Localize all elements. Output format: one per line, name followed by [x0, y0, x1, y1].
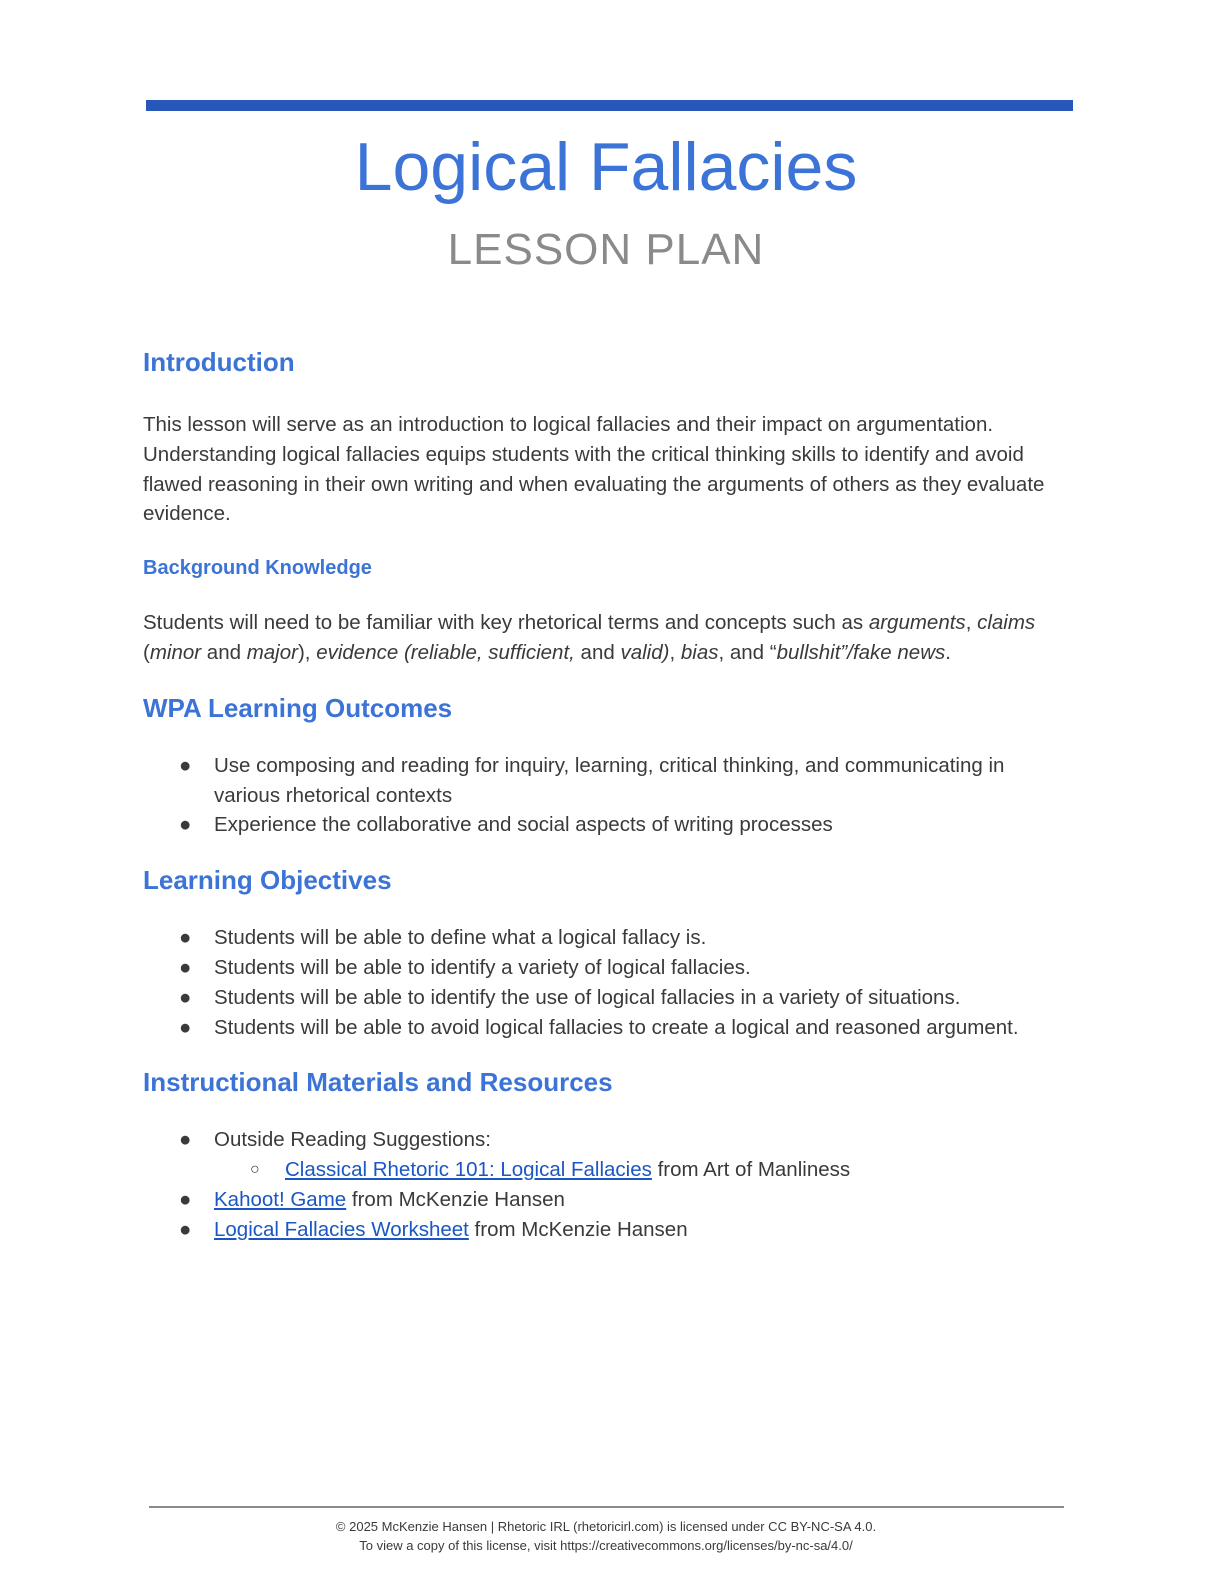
background-body: Students will need to be familiar with key rhetorical terms and concepts such as arguments, claims (minor and major), evidence (reliable, sufficient, and valid), bias, and “bullshit”/fake news.	[143, 611, 1036, 664]
introduction-heading: Introduction	[143, 347, 295, 377]
footer-license: © 2025 McKenzie Hansen | Rhetoric IRL (rhetoricirl.com) is licensed under CC BY-NC-SA 4.0.	[335, 1519, 877, 1534]
list-item: ● Experience the collaborative and social aspects of writing processes	[179, 813, 833, 837]
list-item: ● Students will be able to identify the use of logical fallacies in a variety of situations.	[179, 985, 961, 1009]
footer-rule	[149, 1506, 1064, 1508]
page-title: Logical Fallacies	[354, 129, 858, 205]
introduction-body: This lesson will serve as an introduction to logical fallacies and their impact on argumentation. Understanding logical fallacies equips students with the critical thinking skills to identify and avoid flawed reasoning in their own writing and when evaluating the arguments of others as they evaluate evidence.	[143, 413, 1045, 526]
classical-rhetoric-link[interactable]: Classical Rhetoric 101: Logical Fallacies	[285, 1158, 652, 1182]
background-heading: Background Knowledge	[143, 557, 372, 580]
list-item: ● Students will be able to identify a variety of logical fallacies.	[179, 955, 751, 979]
list-item: ● Students will be able to define what a logical fallacy is.	[179, 926, 707, 950]
list-item: ● Use composing and reading for inquiry, learning, critical thinking, and communicating in various rhetorical contexts	[179, 753, 1005, 807]
materials-list	[143, 1125, 1073, 1244]
wpa-list	[143, 751, 1073, 840]
objectives-heading: Learning Objectives	[143, 865, 392, 896]
footer-license-url: To view a copy of this license, visit https://creativecommons.org/licenses/by-nc-sa/4.0/	[359, 1538, 853, 1553]
page-subtitle: LESSON PLAN	[447, 225, 765, 274]
kahoot-link[interactable]: Kahoot! Game	[214, 1187, 347, 1211]
wpa-heading: WPA Learning Outcomes	[143, 692, 453, 723]
list-item: ● Students will be able to avoid logical fallacies to create a logical and reasoned argument.	[179, 1015, 1019, 1039]
worksheet-link[interactable]: Logical Fallacies Worksheet	[214, 1217, 469, 1241]
document-body	[143, 344, 1073, 1245]
list-item: ○ Classical Rhetoric 101: Logical Fallacies from Art of Manliness	[250, 1158, 851, 1182]
list-item: ● Outside Reading Suggestions:	[179, 1128, 491, 1152]
materials-heading: Instructional Materials and Resources	[143, 1067, 613, 1098]
list-item: ● Logical Fallacies Worksheet from McKenzie Hansen	[179, 1217, 688, 1241]
list-item: ● Kahoot! Game from McKenzie Hansen	[179, 1187, 565, 1211]
objectives-list	[143, 923, 1073, 1042]
top-rule	[146, 100, 1073, 111]
